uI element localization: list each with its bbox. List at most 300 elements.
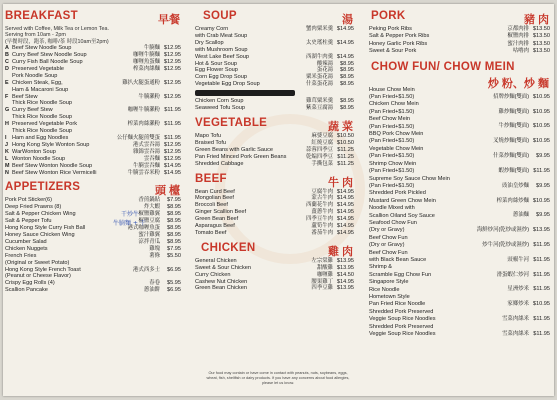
item-name-zh: 雪菜肉絲米 [502,330,529,337]
item-subtitle: (Dry or Gravy) [369,242,405,249]
item-price: $14.95 [336,223,354,230]
soup-header [195,10,355,26]
handwritten-note: 牛腩麵 + 干 [113,220,146,227]
item-subtitle: (Pan Fried+$1.50) [369,182,415,189]
item-name: Hot & Sour Soup [195,60,237,67]
item-price: $14.95 [336,53,354,60]
item-name-zh: 西蘭花牛肉 [306,202,333,209]
item-name: Beef Chow Fun [369,249,408,256]
item-name-zh: 什菜炒麵(雙面) [493,153,529,160]
item-name-zh: 蘆筍牛肉 [311,223,333,230]
item-name: Hong Kong Style French Toast [5,266,81,273]
menu-item [369,205,551,220]
item-name-zh: 炸大蝦 [143,204,160,211]
chicken-title: CHICKEN [201,241,256,254]
appetizers-list [5,197,182,294]
menu-item [369,116,551,131]
menu-item [5,170,182,177]
menu-item [5,239,182,246]
item-price: $14.95 [336,195,354,202]
item-name: Chicken Chow Mein [369,101,419,108]
item-price: $8.95 [340,67,354,74]
item-price: $8.95 [340,81,354,88]
item-name: Beef Stew Noodle Soup [12,45,72,52]
menu-item [195,81,355,88]
item-price: $11.95 [533,256,550,263]
item-name-zh: 咕嚕肉 [512,48,529,55]
menu-item [195,40,355,54]
item-price: $9.95 [536,182,550,189]
item-name-zh: 粟米蛋花湯 [306,74,333,81]
item-price: $13.50 [532,26,550,32]
item-price: $5.95 [167,280,181,287]
item-price: $12.95 [163,155,181,162]
item-price: $12.95 [163,79,181,86]
item-name-zh: 滑蛋蝦仁炒河 [496,271,529,278]
item-price: $10.50 [336,139,354,146]
item-name-zh: 港式西多士 [133,266,160,273]
item-price: $14.50 [336,271,354,278]
item-price: $11.95 [164,135,181,141]
pork-title-zh: 豬 肉 [523,14,549,26]
item-name: Green Bean Beef [195,216,239,223]
item-price: $9.95 [536,212,550,219]
chicken-title-zh: 雞 肉 [327,245,353,258]
item-name: Shredded Pork Pickled [369,190,426,197]
vegetable-list [195,133,355,168]
item-name-zh: 椒鹽豆腐 [138,218,160,225]
item-name: Tomato Beef [195,229,227,236]
item-price: $7.95 [167,197,181,204]
item-price: $11.95 [164,121,181,128]
breakfast-title: BREAKFAST [5,10,78,22]
item-name: House Chow Mein [369,86,415,93]
item-name-zh: 蒜蓉四季豆 [306,146,333,153]
menu-item [5,156,182,163]
item-name: Salt & Pepper Tofu [5,218,52,225]
item-subtitle: Mustard Green Chow Mein [369,197,436,204]
menu-item [5,287,182,294]
item-price: $12.95 [163,59,181,66]
item-name: Shredded Cabbage [195,160,244,167]
item-name: Wonton Noodle Soup [12,155,66,162]
item-name-zh: 蜜汁雞翼 [138,231,160,238]
item-name-zh: 左宗棠雞 [311,257,333,264]
appetizers-title: APPETIZERS [5,181,81,194]
column-middle [195,8,355,394]
item-name: Green Bean Chicken [195,285,247,292]
item-name-zh: 麻婆豆腐 [311,132,333,139]
item-number: K [5,148,9,155]
item-price: $8.95 [167,211,181,218]
menu-item [195,54,355,61]
item-name-zh: 蛋花湯 [316,67,333,74]
menu-item [195,26,355,40]
beef-list [195,189,355,237]
item-price: $13.50 [532,40,550,47]
item-price: $11.25 [337,153,354,160]
item-name-zh: 港式雲吞湯 [133,141,160,148]
item-name-zh: 叉燒炒麵(雙面) [493,138,529,145]
item-subtitle: Ham & Macaroni Soup [12,86,69,93]
menu-item [5,253,182,260]
item-name-zh: 牛腩麵 [143,45,160,52]
item-name-zh: 紅燒豆腐 [311,139,333,146]
item-name: Crispy Egg Rolls (4) [5,280,55,287]
item-price: $11.95 [533,316,550,322]
breakfast-list [5,45,182,176]
item-subtitle: Rice Noodle [369,286,400,293]
breakfast-note: Serving from 10am - 2pm [5,32,66,39]
item-name: Braised Tofu [195,139,226,146]
item-name: Asparagus Beef [195,223,235,230]
menu-item [369,101,551,116]
menu-item [369,220,551,235]
menu-item [369,131,551,146]
item-name: Broccoli Beef [195,202,228,209]
menu-item [195,223,355,230]
item-number: G [5,107,10,114]
menu-item [5,135,182,142]
item-name: Vegetable Egg Drop Soup [195,81,260,88]
breakfast-header [5,10,182,26]
menu-item [195,216,355,223]
menu-item [195,230,355,237]
item-price: $13.95 [336,264,354,271]
item-name: Beef Stew Wonton Noodle Soup [12,162,93,169]
item-name: Seaweed Tofu Soup [195,105,245,112]
item-name: Ginger Scallion Beef [195,209,246,216]
menu-item [5,66,182,80]
item-name-zh: 咖喱牛腩瀨粉 [127,107,160,114]
item-name: Honey Sauce Chicken Wing [5,231,75,238]
menu-item [5,232,182,239]
item-price: $12.95 [163,52,181,59]
item-name-zh: 香煎鍋貼 [138,197,160,204]
item-subtitle: (Pan Fried+$1.50) [369,94,415,101]
item-name-zh: 海鮮炒河(乾炒或濕炒) [476,227,529,234]
item-name-zh: 四季豆雞 [311,285,333,292]
item-subtitle: with Black Bean Sauce [369,256,427,263]
column-right [369,8,551,394]
item-subtitle: Thick Rice Noodle Soup [12,128,73,135]
item-name: Beef Chow Fun [369,234,408,241]
menu-item [5,80,182,94]
item-name-zh: 蒙古牛肉 [311,195,333,202]
item-name: Preserved Vegetable Pork [12,121,77,128]
item-name: Green Beans with Garlic Sauce [195,146,274,153]
item-name: Shrimp Chow Mein [369,160,417,167]
item-number: M [5,162,10,169]
item-price: $11.95 [164,107,181,114]
item-name: Curry Fish Ball Noodle Soup [12,59,83,66]
item-name-zh: 蔥油餅 [143,287,160,294]
breakfast-note: (早餐時段，跑茶, 咖啡/茶 時段10am至2pm) [5,38,109,45]
item-price: $14.95 [336,26,354,32]
item-price: $12.95 [163,45,181,52]
item-subtitle: with Crab Meat Soup [195,32,248,39]
item-name-zh: 雞茸粟米羹 [306,98,333,105]
item-name: Creamy Corn [195,26,229,32]
item-number: J [5,141,8,148]
item-name: Curry Beef Stew Noodle Soup [12,52,87,59]
item-name-zh: 招牌炒麵(雙面) [493,93,529,100]
item-name: Chicken Steak, Egg, [12,79,63,86]
item-price: $14.95 [163,169,181,176]
item-price: $14.95 [336,209,354,216]
chicken-list [195,258,355,293]
menu-item [369,294,551,309]
item-number: L [5,155,9,162]
item-price: $14.95 [336,278,354,285]
breakfast-note: Served with Coffee, Milk Tea or Lemon Tea. [5,26,109,32]
item-price: $10.95 [532,93,550,100]
item-name-zh: 榨菜肉絲麵 [133,65,160,72]
soup-title-zh: 湯 [342,14,353,26]
item-name: Chicken Corn Soup [195,98,244,105]
item-name: Corn Egg Drop Soup [195,74,247,81]
menu-item [195,272,355,279]
item-price: $8.95 [340,98,354,105]
item-name-zh: 乾煸四季豆 [306,153,333,160]
item-number: C [5,59,9,66]
item-name: Noodle Mixed with [369,205,415,212]
breakfast-title-zh: 早餐 [158,14,180,26]
item-name-zh: 蔥油麵 [512,212,529,219]
item-name-zh: 西湖牛肉羹 [306,53,333,60]
item-name-zh: 雜錦雲吞湯 [133,148,160,155]
item-subtitle: (Pan Fried+$1.50) [369,108,415,115]
menu-item [5,59,182,66]
item-price: $13.95 [532,227,550,234]
item-name-zh: 雪菜肉絲米 [502,316,529,322]
item-price: $10.95 [532,301,550,308]
item-name-zh: 公仔麵火腿煎雙蛋 [116,135,160,141]
item-price: $8.95 [340,105,354,112]
item-name-zh: 甜酸雞 [316,264,333,271]
beef-header [195,173,355,189]
item-name-zh: 涼拌青瓜 [138,238,160,245]
item-price: $14.95 [336,202,354,209]
menu-item [369,250,551,265]
item-subtitle: with Mushroom Soup [195,46,248,53]
item-price: $14.95 [336,39,354,46]
item-name: Cashew Nut Chicken [195,278,248,285]
item-subtitle: Scallion Oiland Soy Sauce [369,212,435,219]
item-name: Sweet & Sour Chicken [195,264,251,271]
item-subtitle: Veggie Soup Rice Noodles [369,331,436,338]
column-left [5,8,182,394]
item-name: Cucumber Salad [5,238,47,245]
item-subtitle: Thick Rice Noodle Soup [12,100,73,107]
item-subtitle: (Pan Fried+$1.50) [369,168,415,175]
menu-item [195,161,355,168]
item-price: $11.95 [533,167,550,174]
item-name-zh: 家鄉炒米 [507,301,529,308]
item-number: A [5,45,9,52]
menu-item [369,146,551,161]
pork-title: PORK [371,10,406,22]
chowfun-title: CHOW FUN/ CHOW MEIN [371,60,515,73]
item-name-zh: 星洲炒米 [507,286,529,293]
item-name-zh: 太史瑤柱羹 [306,39,333,46]
item-name-zh: 牛腩雲吞麵 [133,162,160,169]
item-price: $12.95 [163,93,181,100]
item-name-zh: 豉椒牛河 [507,256,529,263]
item-name: West Lake Beef Soup [195,53,250,60]
handwritten-note: 干炒牛 [121,211,140,218]
item-price: $13.95 [336,257,354,264]
item-name: Ham and Egg Noodles [12,135,69,141]
item-name-zh: 蝦炒麵(雙面) [498,167,529,174]
item-name: Mapo Tofu [195,132,222,139]
item-subtitle: (Pan Fried+$1.50) [369,153,415,160]
menu-item [5,94,182,108]
item-subtitle: Scramble Egg Chow Fun [369,271,432,278]
item-name-zh: 咖喱雞 [316,271,333,278]
chowfun-header [369,61,551,74]
menu-item [195,265,355,272]
item-name: Shrimp & [369,264,393,271]
item-price: $12.95 [163,65,181,72]
item-name-zh: 蟹肉粟米羹 [306,26,333,32]
item-price: $6.95 [167,287,181,294]
menu-item [5,163,182,170]
menu-item [5,260,182,267]
item-price: $11.95 [533,241,550,248]
beef-title: BEEF [195,172,227,185]
menu-item [5,149,182,156]
item-price: $11.95 [533,330,550,337]
item-name-zh: 蜜汁肉排 [507,40,529,47]
item-name: Salt & Pepper Pork Ribs [369,33,430,40]
menu-item [5,52,182,59]
menu-item [195,258,355,265]
menu-page [3,4,554,396]
item-price: $11.95 [533,271,550,278]
item-name-zh: 紫菜豆腐湯 [306,105,333,112]
menu-item [5,121,182,135]
item-price: $13.95 [336,285,354,292]
item-number: E [5,79,9,86]
item-price: $8.95 [167,218,181,225]
item-number: F [5,93,9,100]
item-price: $11.25 [337,146,354,153]
item-number: I [5,135,7,141]
item-name: Preserved Vegetable [12,65,64,72]
item-name-zh: 春卷 [149,280,160,287]
item-name-zh: 港式咖喱魚蛋 [127,225,160,232]
appetizers-title-zh: 頭 檯 [154,185,180,198]
soup-title: SOUP [203,10,237,22]
item-name-zh: 腰果雞丁 [311,278,333,285]
item-name-zh: 京都肉排 [507,26,529,32]
menu-item [5,142,182,149]
item-price: $8.95 [167,225,181,232]
item-subtitle: (Pan Fried+$1.50) [369,138,415,145]
menu-item [5,107,182,121]
soup-list [195,26,355,88]
item-price: $13.50 [532,48,550,55]
item-name-zh: 雞炒麵(雙面) [498,108,529,115]
soup-list [195,98,355,112]
item-price: $10.95 [532,123,550,130]
item-name-zh: 什菜蛋花湯 [306,81,333,88]
item-subtitle: Pan Fried Rice Noodle [369,301,426,308]
item-name: (Original or Sweet Potato) [5,259,70,266]
item-name: Hometown Style [369,294,410,300]
item-name: Hong Kong Style Curry Fish Ball [5,225,86,232]
item-name: Beef Stew [12,93,38,100]
menu-item [195,133,355,140]
item-name: Dry Scallop [195,39,224,46]
item-name: French Fries [5,252,37,259]
item-name: Pork Pot Sticker(6) [5,197,52,204]
item-name-zh: 豆腐牛肉 [311,188,333,195]
item-name-zh: 番茄牛肉 [311,229,333,236]
vegetable-header [195,117,355,133]
item-price: $9.95 [536,153,550,160]
item-number: D [5,65,9,72]
allergy-notice: Our food may contain or have come in contact with peanuts, nuts, soybeans, eggs, wheat, fish, shellfish or dairy products. If you have any concerns about food allergies, please let us know. [206,371,350,385]
redacted-item [195,90,295,96]
item-price: $7.95 [167,245,181,252]
item-subtitle: Veggie Soup Rice Noodles [369,316,436,323]
chowfun-list [369,87,551,339]
chowfun-title-zh: 炒 粉、炒 麵 [487,77,549,90]
item-name: Mongolian Beef [195,195,234,202]
menu-item [369,161,551,176]
item-price: $11.95 [533,286,550,293]
menu-item [195,147,355,154]
chicken-header [195,242,355,258]
item-name-zh: 雲吞麵 [143,155,160,162]
item-name: Peking Pork Ribs [369,26,412,32]
menu-item [5,246,182,253]
appetizers-header [5,181,182,197]
menu-item [195,285,355,292]
item-name: General Chicken [195,257,237,264]
item-subtitle: (Dry or Gravy) [369,227,405,234]
item-name-zh: 炒牛河(乾炒或濕炒) [482,241,529,248]
menu-item [369,87,551,102]
item-subtitle: (Pan Fried+$1.50) [369,123,415,130]
item-name-zh: 咖喱牛腩麵 [133,52,160,59]
item-name-zh: 椒鹽雞翼 [138,211,160,218]
menu-item [369,324,551,339]
item-number: N [5,169,9,176]
item-name: Bean Curd Beef [195,188,235,195]
menu-item [369,176,551,191]
item-name: Egg Flower Soup [195,67,238,74]
item-price: $5.50 [167,252,181,259]
menu-item [369,309,551,324]
item-name-zh: 榨菜肉絲瀨粉 [127,121,160,128]
item-name: BBQ Pork Chow Mein [369,131,424,138]
item-price: $8.95 [340,60,354,67]
item-name-zh: 咖喱魚蛋麵 [133,59,160,66]
item-name: Chicken Nuggets [5,245,48,252]
item-name: Shredded Pork Preserved [369,323,434,330]
item-name-zh: 薑蔥牛肉 [311,209,333,216]
item-name-zh: 榨菜肉絲炒麵 [496,197,529,204]
item-name-zh: 薯條 [149,252,160,259]
item-price: $8.95 [167,238,181,245]
item-name-zh: 手撕包菜 [311,160,333,167]
menu-item [369,264,551,279]
item-name-zh: 椒鹽肉排 [507,33,529,40]
item-price: $14.95 [163,162,181,169]
